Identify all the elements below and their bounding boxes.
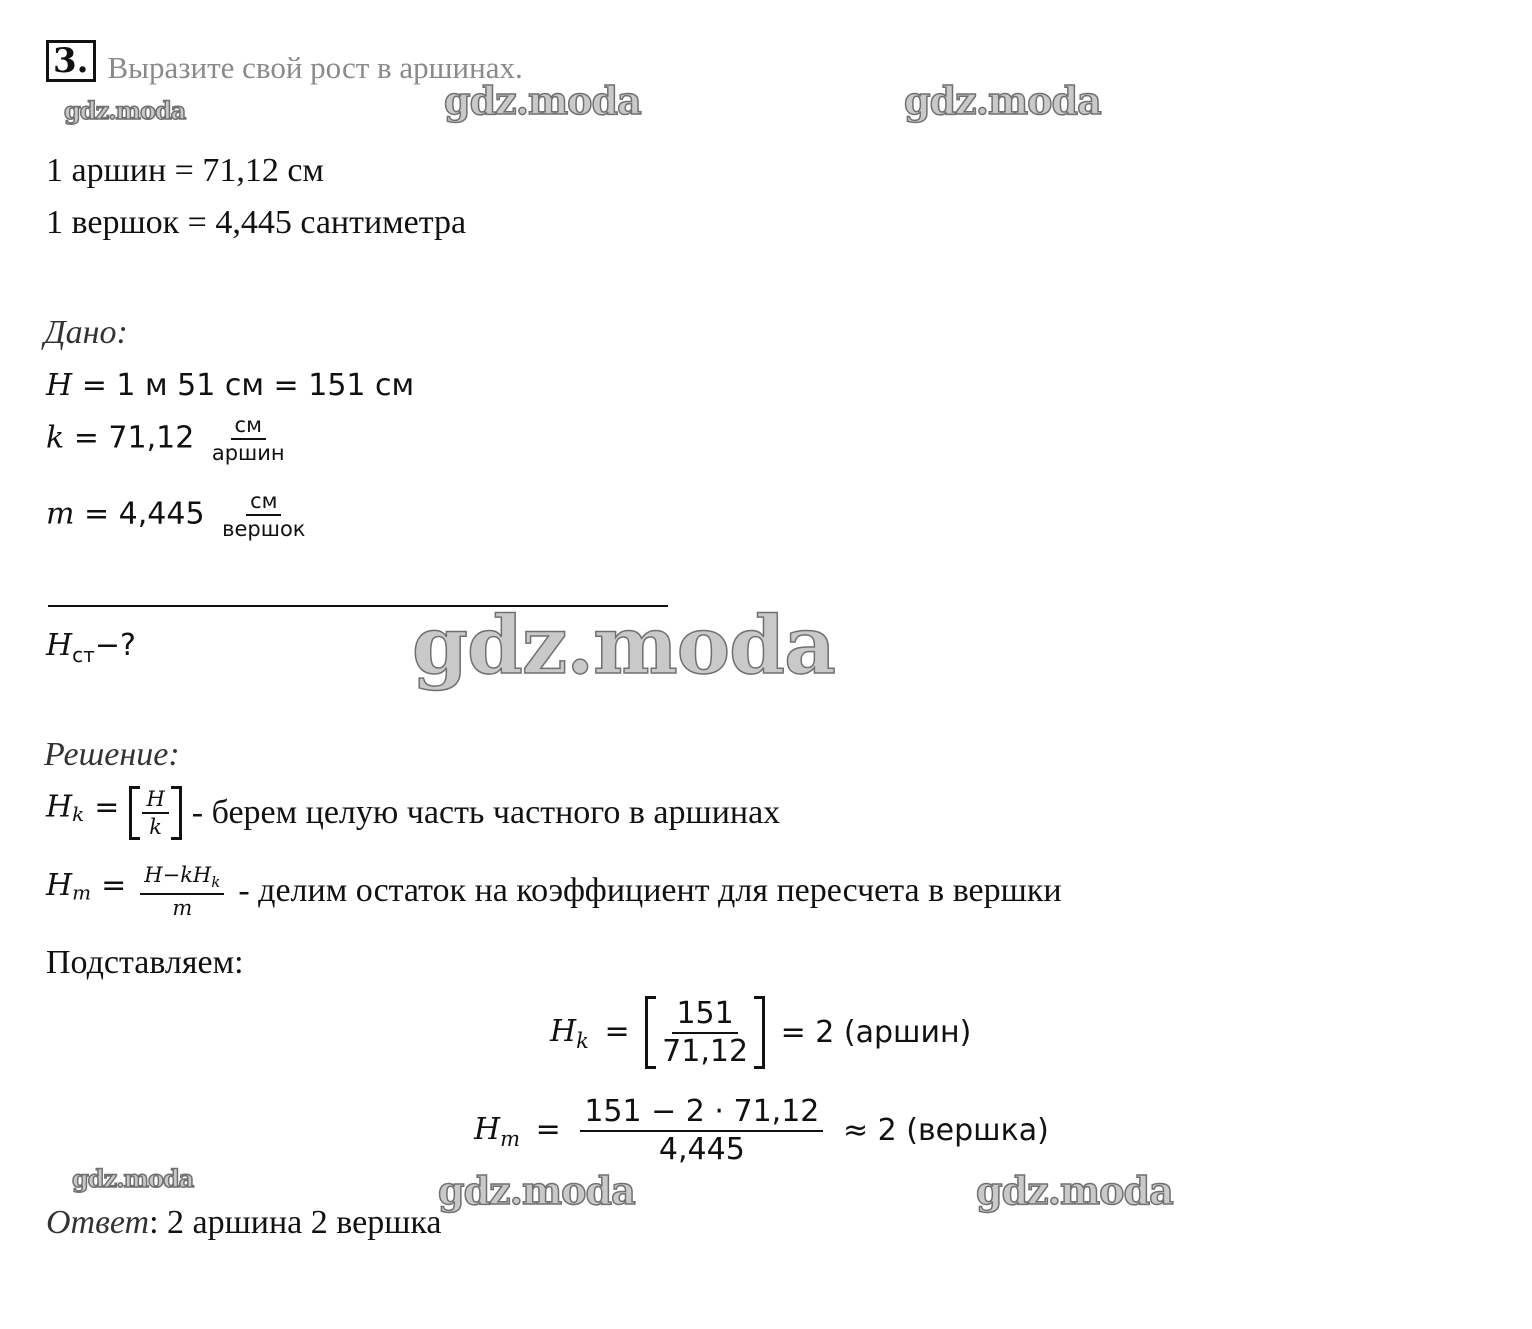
find-sub: ст (72, 643, 95, 667)
var-m: m (46, 496, 75, 532)
c1-fraction (658, 998, 752, 1067)
given-k (46, 414, 293, 464)
formula-hk (46, 786, 780, 840)
solution-heading: Решение: (44, 736, 180, 773)
var-h: H (46, 368, 73, 403)
answer-label: Ответ (46, 1204, 150, 1241)
c1-sub: k (576, 1029, 589, 1053)
f2-fraction (140, 864, 224, 919)
c1-brackets (645, 996, 765, 1069)
height-expr: = 1 м 51 см = 151 см (81, 368, 415, 403)
m-unit-num: см (246, 490, 281, 516)
f1-fraction (142, 788, 168, 838)
c2-den: 4,445 (658, 1131, 745, 1167)
k-unit-fraction (208, 414, 289, 464)
f1-den: k (149, 815, 162, 840)
f1-brackets (129, 786, 181, 840)
f1-text: - берем целую часть частного в аршинах (191, 794, 781, 832)
f2-sub: m (72, 880, 92, 905)
answer-text: : 2 аршина 2 вершка (149, 1204, 442, 1241)
given-m (46, 490, 313, 540)
c2-eq: = (535, 1112, 561, 1147)
f1-var: H (46, 789, 73, 825)
c1-result: = 2 (аршин) (780, 1015, 972, 1050)
formula-hm (46, 864, 1062, 919)
f1-eq: = (94, 789, 120, 825)
m-unit-fraction (218, 490, 309, 540)
calc-hm (474, 1096, 1049, 1165)
substitute-label: Подставляем: (46, 944, 244, 981)
c1-var: H (550, 1014, 577, 1049)
find-rest: −? (94, 628, 136, 663)
c1-num: 151 (672, 998, 737, 1034)
watermark: gdz.moda (72, 1164, 194, 1193)
c2-var: H (474, 1112, 501, 1147)
watermark: gdz.moda (412, 598, 835, 692)
fact-arshin: 1 аршин = 71,12 см (46, 152, 324, 189)
fact-vershok: 1 вершок = 4,445 сантиметра (46, 204, 467, 241)
k-unit-num: см (231, 414, 266, 440)
task-number: 3. (46, 40, 96, 82)
task-prompt: Выразите свой рост в аршинах. (107, 50, 523, 86)
k-value: = 71,12 (73, 420, 195, 456)
c2-num: 151 − 2 · 71,12 (580, 1096, 823, 1132)
watermark: gdz.moda (976, 1168, 1173, 1213)
find-var: H (46, 628, 73, 663)
var-k: k (46, 420, 65, 456)
k-unit-den: аршин (211, 441, 285, 466)
c2-sub: m (500, 1127, 521, 1151)
c1-den: 71,12 (662, 1033, 749, 1069)
f2-eq: = (101, 868, 127, 904)
watermark: gdz.moda (438, 1168, 635, 1213)
f2-num-sub: k (211, 873, 221, 892)
c2-result: ≈ 2 (вершка) (842, 1113, 1049, 1148)
watermark: gdz.moda (904, 78, 1101, 123)
m-unit-den: вершок (222, 517, 306, 542)
f2-num: H−kH (144, 863, 212, 887)
calc-hk (550, 996, 971, 1069)
m-value: = 4,445 (84, 496, 205, 532)
f2-text: - делим остаток на коэффициент для пересчета в вершки (238, 872, 1062, 910)
f2-den: m (172, 895, 193, 920)
f1-num: H (142, 788, 168, 814)
given-heading: Дано: (44, 314, 128, 351)
watermark: gdz.moda (64, 96, 186, 125)
watermark: gdz.moda (444, 78, 641, 123)
f2-var: H (46, 868, 73, 904)
given-height (46, 368, 414, 403)
c1-eq: = (604, 1014, 630, 1049)
find-line (46, 628, 136, 667)
answer-line (46, 1204, 441, 1242)
f1-sub: k (72, 801, 85, 826)
c2-fraction (580, 1096, 823, 1165)
